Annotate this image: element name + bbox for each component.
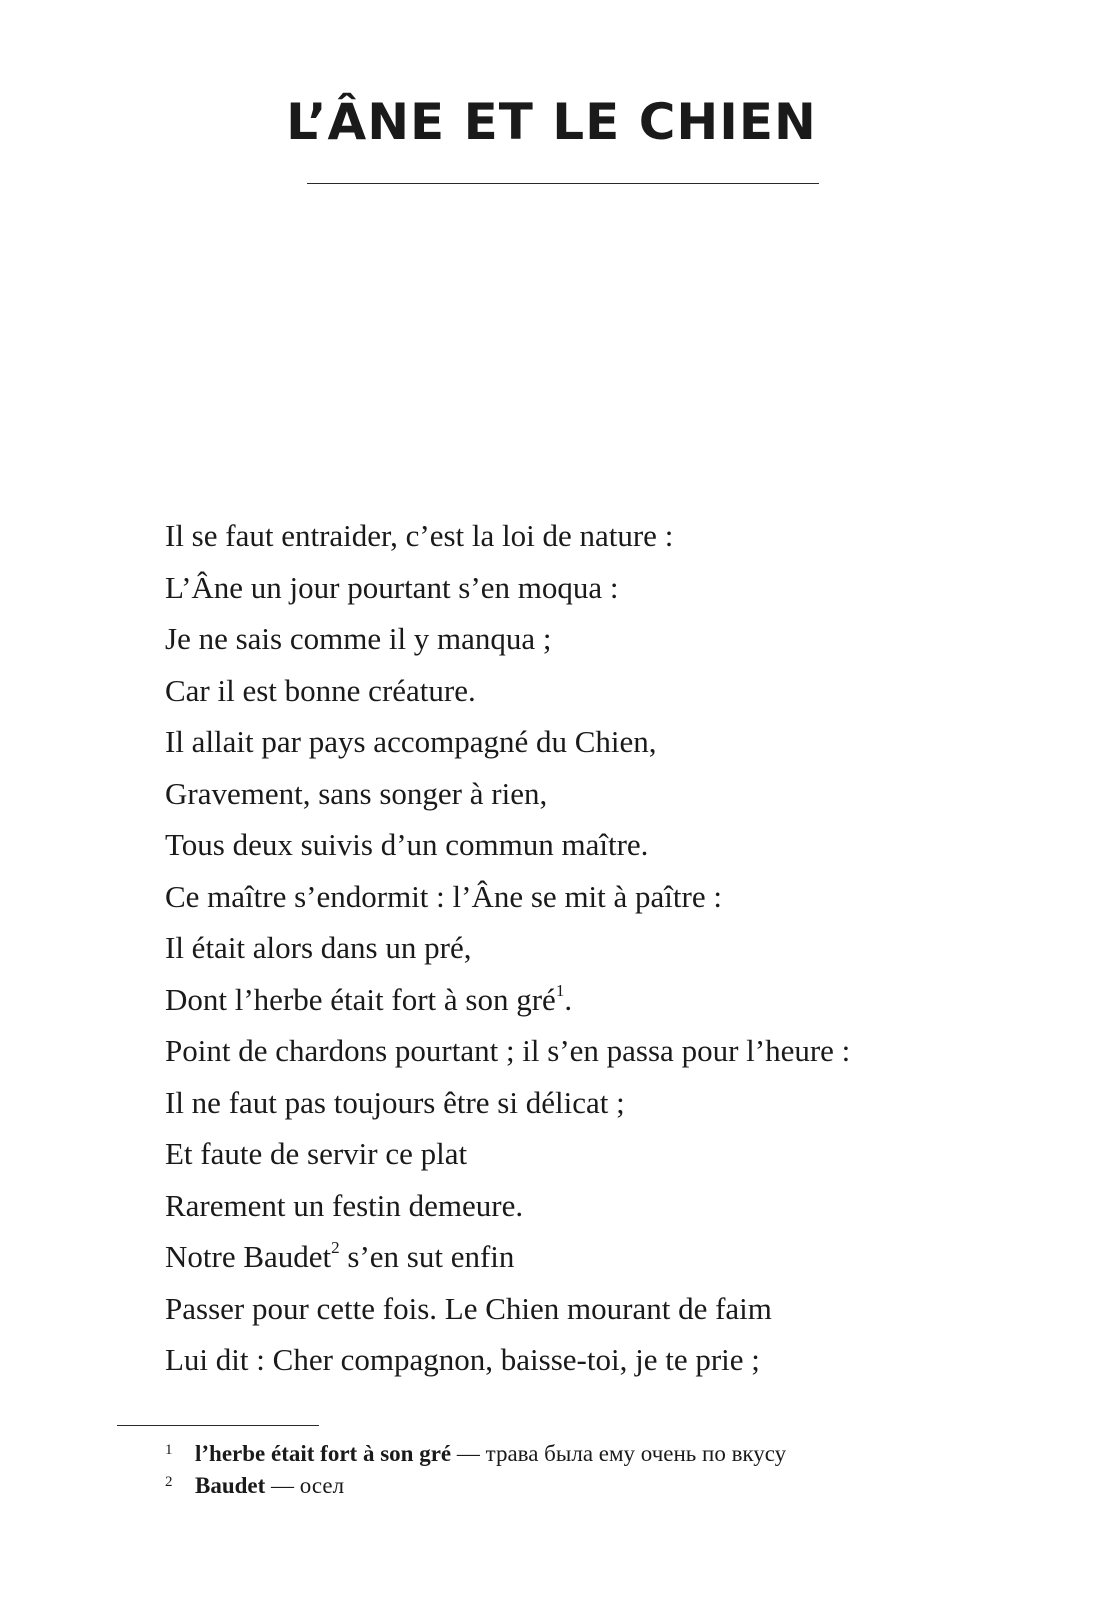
poem-line-text: Il était alors dans un pré,: [165, 930, 472, 965]
poem-line: [165, 819, 850, 871]
footnote: 1 l’herbe était fort à son gré — трава была ему очень по вкусу: [165, 1441, 787, 1466]
poem-line: [165, 562, 850, 614]
poem-line-text: Et faute de servir ce plat: [165, 1136, 468, 1171]
poem-line: [165, 510, 850, 562]
poem-line: [165, 768, 850, 820]
poem-line-text: Il ne faut pas toujours être si délicat ;: [165, 1084, 625, 1120]
poem-line-text: L’Âne un jour pourtant s’en moqua :: [165, 569, 619, 605]
poem-line-text: Je ne sais comme il y manqua ;: [165, 621, 552, 656]
poem: [165, 510, 850, 1386]
poem-line: [165, 1025, 850, 1077]
poem-line-tail: s’en sut enfin: [339, 1239, 515, 1274]
poem-line-text: Il se faut entraider, c’est la loi de nature :: [165, 518, 674, 553]
poem-line: [165, 1231, 850, 1283]
poem-line-text: Rarement un festin demeure.: [165, 1187, 524, 1223]
footnotes: [165, 1438, 786, 1502]
poem-line-tail: .: [564, 981, 573, 1017]
poem-line-text: Dont l’herbe était fort à son gré: [165, 981, 556, 1017]
footnote-separator: —: [451, 1441, 486, 1466]
footnote-translation: осел: [299, 1473, 345, 1498]
poem-line: [165, 665, 850, 717]
poem-line: [165, 871, 850, 923]
page-title: L’ÂNE ET LE CHIEN: [286, 93, 817, 151]
poem-line: [165, 613, 850, 665]
poem-line: [165, 922, 850, 974]
poem-line: [165, 1334, 850, 1386]
footnote-translation: трава была ему очень по вкусу: [485, 1441, 787, 1466]
poem-line-text: Notre Baudet: [165, 1239, 332, 1274]
footnote-separator: —: [265, 1473, 300, 1498]
title-divider: [307, 183, 819, 184]
footnote-term: l’herbe était fort à son gré: [195, 1441, 452, 1466]
poem-line-text: Gravement, sans songer à rien,: [165, 775, 548, 811]
poem-line: [165, 1283, 850, 1335]
poem-line: [165, 974, 850, 1026]
footnote-ref-1[interactable]: 1: [555, 980, 565, 1000]
poem-line-text: Lui dit : Cher compagnon, baisse-toi, je te prie ;: [165, 1342, 760, 1377]
poem-line-text: Passer pour cette fois. Le Chien mourant de faim: [165, 1290, 772, 1326]
poem-line-text: Point de chardons pourtant ; il s’en passa pour l’heure :: [165, 1033, 851, 1068]
poem-line: [165, 1180, 850, 1232]
footnote-term: Baudet: [195, 1473, 266, 1498]
poem-line-text: Ce maître s’endormit : l’Âne se mit à paître :: [165, 878, 722, 914]
poem-line: [165, 716, 850, 768]
footnote-ref-2[interactable]: 2: [331, 1238, 340, 1257]
footnote-divider: [117, 1425, 319, 1426]
poem-line-text: Car il est bonne créature.: [165, 672, 476, 708]
footnote: 2 Baudet — осел: [165, 1473, 345, 1498]
poem-line-text: Il allait par pays accompagné du Chien,: [165, 724, 657, 759]
poem-line: [165, 1077, 850, 1129]
poem-line-text: Tous deux suivis d’un commun maître.: [165, 827, 649, 862]
poem-line: [165, 1128, 850, 1180]
